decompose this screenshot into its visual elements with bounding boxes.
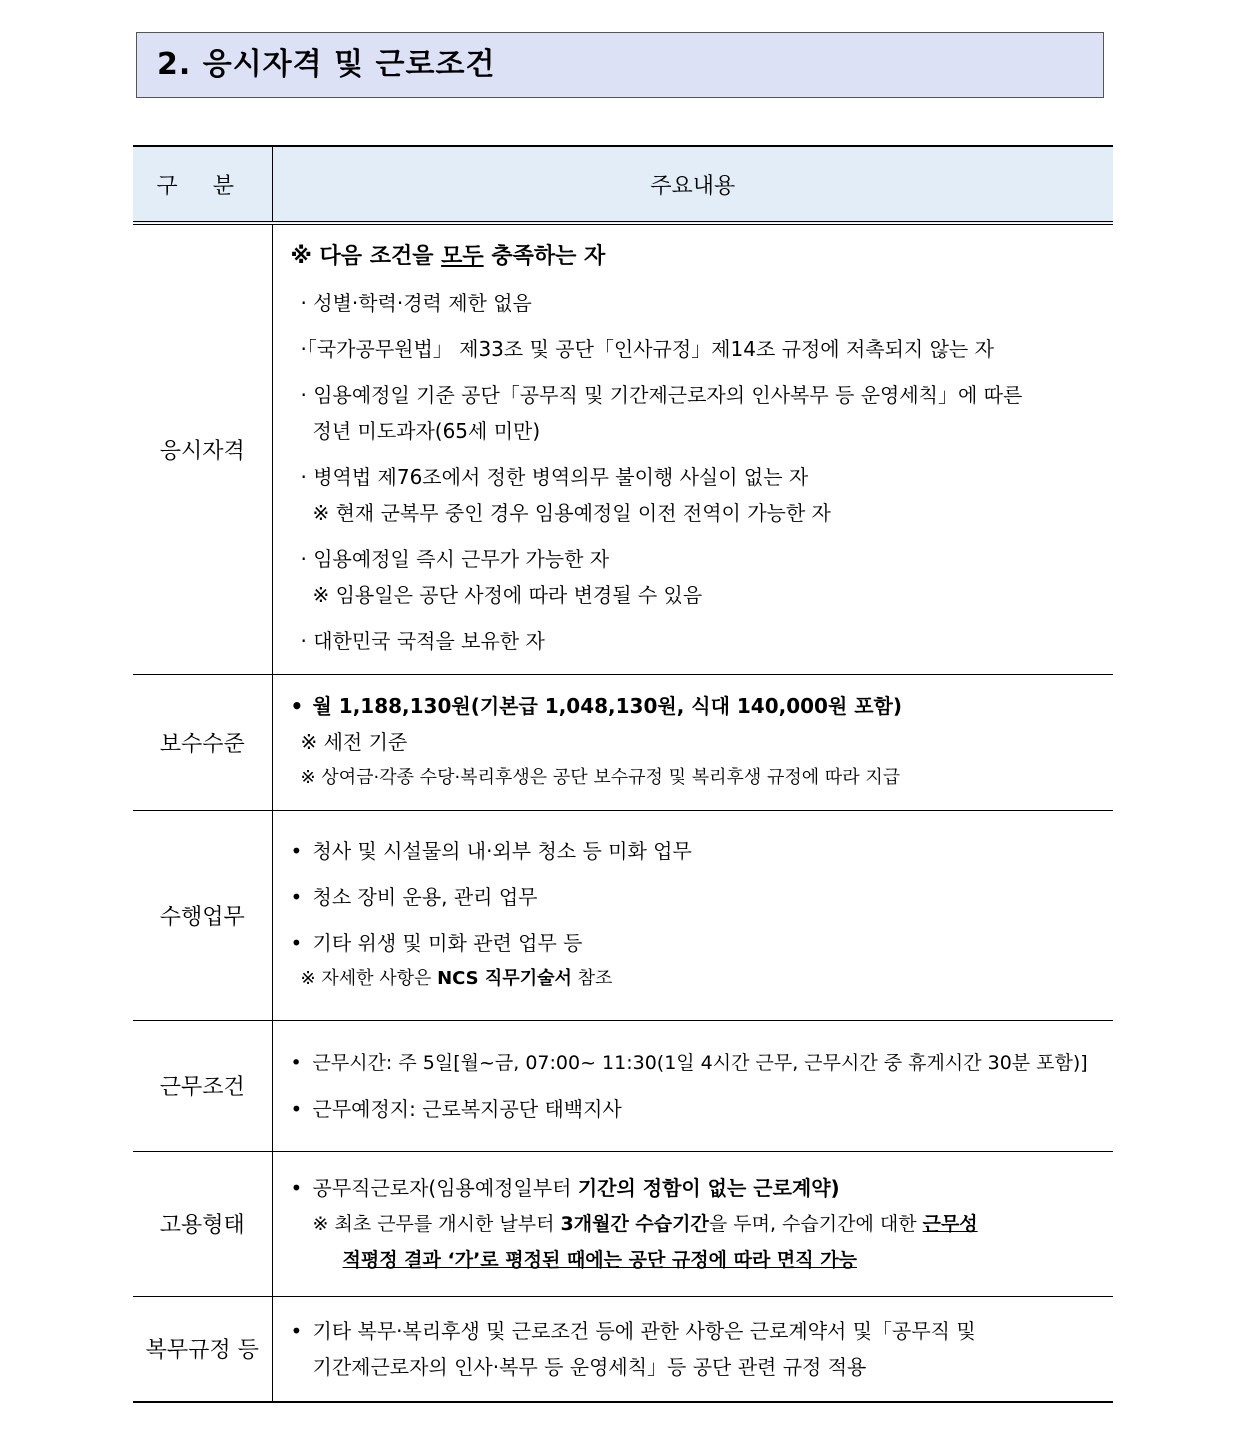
- table-row-conditions: [133, 1020, 1113, 1151]
- employment-note: ※ 최초 근무를 개시한 날부터 3개월간 수습기간을 두며, 수습기간에 대한 근무성: [312, 1212, 978, 1235]
- duties-note: ※ 자세한 사항은 NCS 직무기술서 참조: [300, 968, 613, 989]
- qualification-item: · 병역법 제76조에서 정한 병역의무 불이행 사실이 없는 자: [300, 465, 809, 490]
- content-duties: [272, 810, 1113, 1020]
- qualification-note: ※ 임용일은 공단 사정에 따라 변경될 수 있음: [312, 583, 703, 608]
- qualification-item: · 대한민국 국적을 보유한 자: [300, 629, 545, 654]
- qualification-item-cont: 정년 미도과자(65세 미만): [312, 419, 541, 444]
- salary-note: ※ 상여금·각종 수당·복리후생은 공단 보수규정 및 복리후생 규정에 따라 지급: [300, 767, 901, 788]
- salary-main: • 월 1,188,130원(기본급 1,048,130원, 식대 140,000원 포함): [290, 694, 903, 718]
- duty-item: • 기타 위생 및 미화 관련 업무 등: [290, 931, 583, 955]
- category-duties: 수행업무: [133, 810, 272, 1020]
- condition-item: • 근무예정지: 근로복지공단 태백지사: [290, 1096, 622, 1121]
- category-qualification: 응시자격: [133, 223, 272, 674]
- table-row-qualification: [133, 223, 1113, 674]
- content-employment: [272, 1151, 1113, 1296]
- category-employment: 고용형태: [133, 1151, 272, 1296]
- category-rules: 복무규정 등: [133, 1296, 272, 1402]
- content-rules: [272, 1296, 1113, 1402]
- content-conditions: [272, 1020, 1113, 1151]
- table-row-salary: [133, 674, 1113, 810]
- table-row-rules: [133, 1296, 1113, 1402]
- employment-main: • 공무직근로자(임용예정일부터 기간의 정함이 없는 근로계약): [290, 1175, 840, 1200]
- content-qualification: [272, 223, 1113, 674]
- salary-note: ※ 세전 기준: [300, 730, 408, 754]
- category-conditions: 근무조건: [133, 1020, 272, 1151]
- rules-line-cont: 기간제근로자의 인사·복무 등 운영세칙」등 공단 관련 규정 적용: [312, 1354, 867, 1379]
- duty-item: • 청소 장비 운용, 관리 업무: [290, 885, 538, 909]
- duty-item: • 청사 및 시설물의 내·외부 청소 등 미화 업무: [290, 839, 692, 863]
- recruitment-table: [133, 145, 1113, 1403]
- qualification-item: · 임용예정일 기준 공단「공무직 및 기간제근로자의 인사복무 등 운영세칙」에 따른: [300, 383, 1023, 408]
- table-row-employment: [133, 1151, 1113, 1296]
- content-salary: [272, 674, 1113, 810]
- header-category: 구 분: [133, 146, 272, 223]
- qualification-item: ·「국가공무원법」 제33조 및 공단「인사규정」제14조 규정에 저촉되지 않는 자: [300, 337, 994, 362]
- category-salary: 보수수준: [133, 674, 272, 810]
- section-title: 2. 응시자격 및 근로조건: [136, 32, 1104, 98]
- condition-item: • 근무시간: 주 5일[월~금, 07:00~ 11:30(1일 4시간 근무, 근무시간 중 휴게시간 30분 포함)]: [290, 1051, 1088, 1074]
- employment-note-cont: 적평정 결과 ‘가’로 평정된 때에는 공단 규정에 따라 면직 가능: [342, 1248, 857, 1271]
- qualification-item: · 임용예정일 즉시 근무가 가능한 자: [300, 547, 610, 572]
- rules-line: • 기타 복무·복리후생 및 근로조건 등에 관한 사항은 근로계약서 및「공무직 및: [290, 1318, 976, 1343]
- qualification-intro: ※ 다음 조건을 모두 충족하는 자: [290, 244, 606, 270]
- table-header-row: [133, 146, 1113, 223]
- table-row-duties: [133, 810, 1113, 1020]
- qualification-note: ※ 현재 군복무 중인 경우 임용예정일 이전 전역이 가능한 자: [312, 501, 831, 526]
- header-content: 주요내용: [272, 146, 1113, 223]
- qualification-item: · 성별·학력·경력 제한 없음: [300, 291, 532, 316]
